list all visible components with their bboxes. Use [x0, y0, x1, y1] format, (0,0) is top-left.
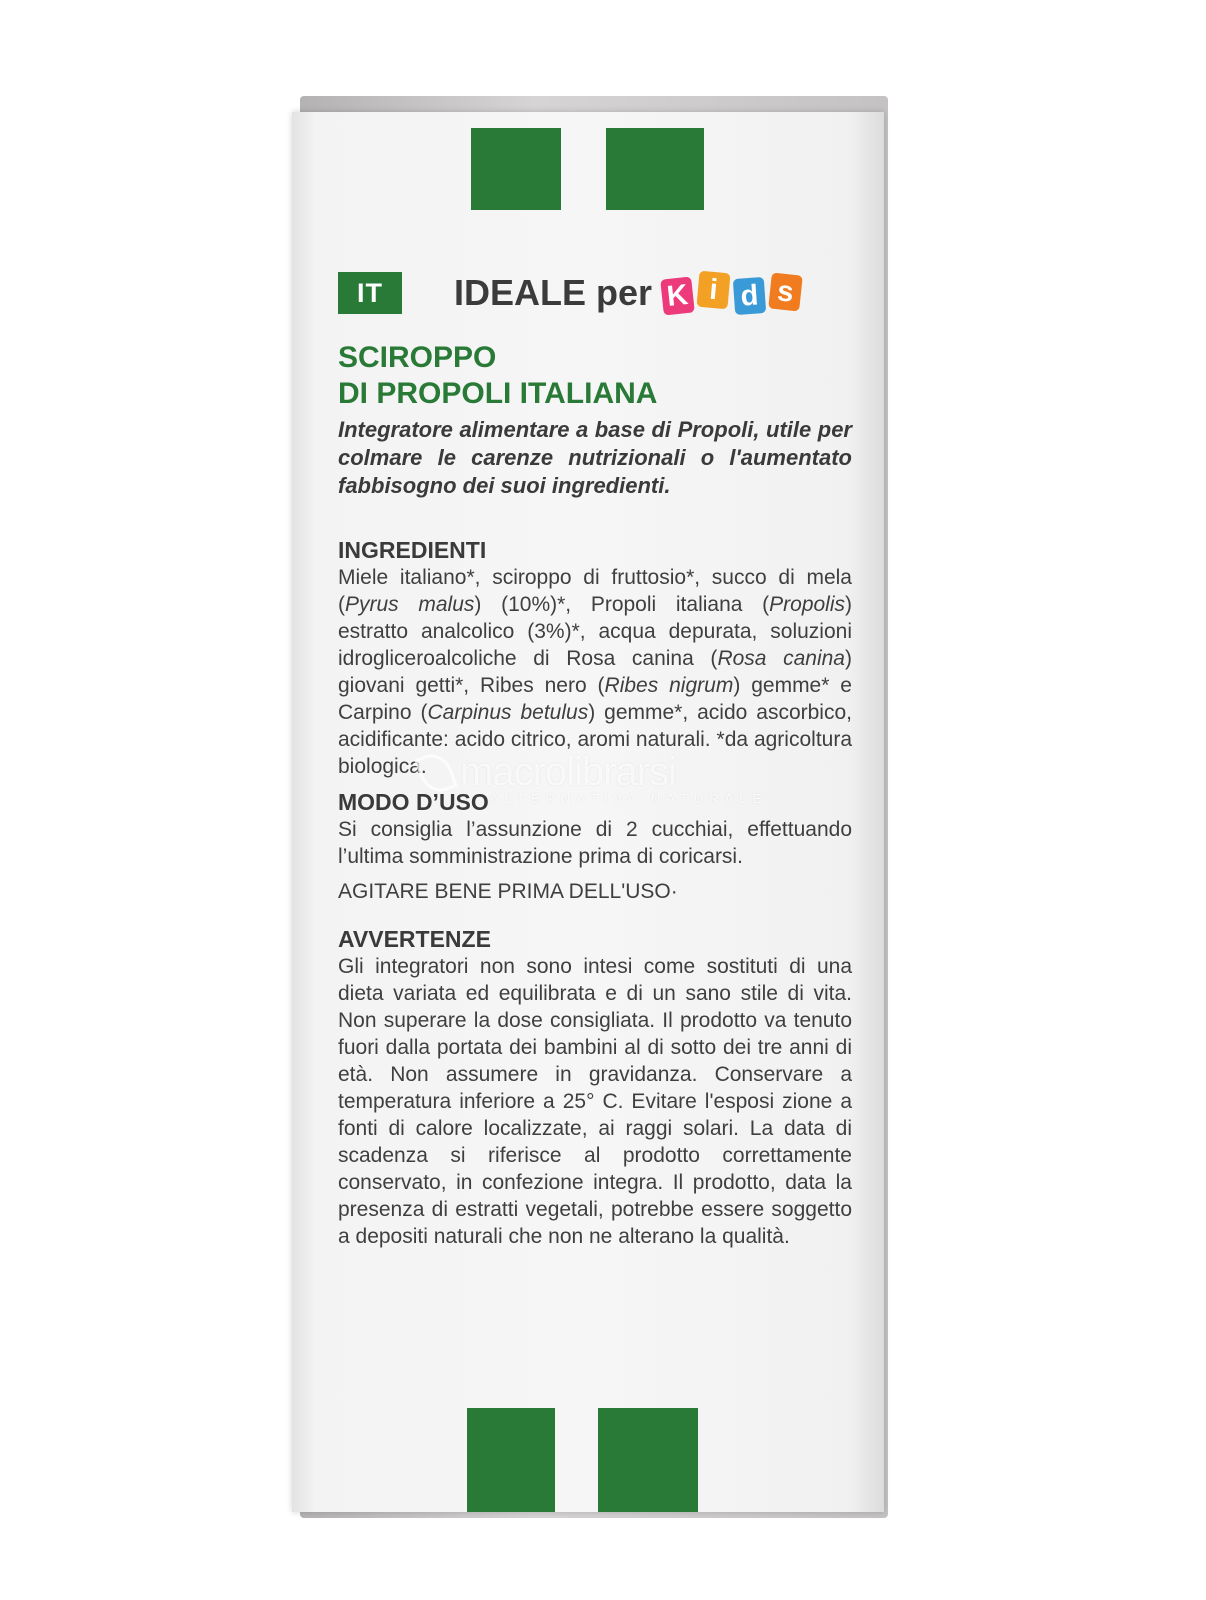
- ingredients-part: ) (10%)*, Propoli italiana (: [474, 593, 770, 616]
- header-row: [338, 268, 852, 318]
- product-title: [338, 340, 852, 412]
- ingredients-latin-name: Rosa canina: [717, 647, 845, 670]
- watermark-tagline: ALTERNATIVA NATURALE: [490, 791, 768, 806]
- warnings-heading: AVVERTENZE: [338, 926, 491, 952]
- usage-text: Si consiglia l’assunzione di 2 cucchiai, effettuando l’ultima somministrazione prima di coricarsi.: [338, 818, 852, 868]
- kids-logo: [662, 272, 806, 314]
- ingredients-part: Miele italiano*, sciroppo di fruttosio*, succo di mela (: [338, 566, 852, 616]
- ingredients-part: ) gemme* e Carpino (: [338, 674, 852, 724]
- ingredients-text: [338, 564, 852, 780]
- leaf-icon: [414, 748, 458, 797]
- box-side-panel: [292, 112, 884, 1512]
- kids-logo-letter: i: [697, 271, 731, 310]
- ingredients-latin-name: Carpinus betulus: [427, 701, 589, 724]
- ingredients-heading: INGREDIENTI: [338, 537, 487, 563]
- product-description: Integratore alimentare a base di Propoli, utile per colmare le carenze nutrizionali o l'aumentato fabbisogno dei suoi ingredienti.: [338, 417, 852, 498]
- watermark-name: [420, 750, 767, 795]
- shake-note: AGITARE BENE PRIMA DELL'USO·: [338, 880, 678, 903]
- ingredients-part: ) estratto analcolico (3%)*, acqua depurata, soluzioni idrogliceroalcoliche di Rosa canina (: [338, 593, 853, 670]
- product-title-line2: DI PROPOLI ITALIANA: [338, 377, 658, 410]
- ingredients-latin-name: Pyrus malus: [345, 593, 475, 616]
- warnings-text: Gli integratori non sono intesi come sostituti di una dieta variata ed equilibrata e di un sano stile di vita. Non superare la dose consigliata. Il prodotto va tenuto fuori dalla portata dei bambini al di sotto dei tre anni di età. Non assumere in gravidanza. Conservare a temperatura inferiore a 25° C. Evitare l'esposi zione a fonti di calore localizzate, ai raggi solari. La data di scadenza si riferisce al prodotto correttamente conservato, in confezione integra. Il prodotto, data la presenza di estratti vegetali, potrebbe essere soggetto a depositi naturali che non ne alterano la qualità.: [338, 955, 852, 1248]
- kids-logo-letter: d: [733, 277, 766, 315]
- watermark: [420, 750, 767, 806]
- kids-logo-letter: K: [660, 276, 695, 315]
- green-band-top-left: [471, 128, 561, 210]
- usage-heading: MODO D’USO: [338, 789, 489, 815]
- ingredients-latin-name: Propolis: [769, 593, 846, 616]
- green-band-bottom-right: [598, 1408, 698, 1512]
- ideal-for-text: IDEALE per: [454, 272, 653, 313]
- green-band-top-right: [606, 128, 704, 210]
- kids-logo-letter: s: [768, 272, 803, 311]
- product-title-line1: SCIROPPO: [338, 341, 497, 374]
- language-badge: IT: [338, 272, 402, 314]
- ingredients-latin-name: Ribes nigrum: [604, 674, 734, 697]
- ingredients-part: ) giovani getti*, Ribes nero (: [338, 647, 852, 697]
- watermark-brand: macrolibrarsi: [460, 750, 676, 794]
- ingredients-part: ) gemme*, acido ascorbico, acidificante: acido citrico, aromi naturali. *da agricoltura biologica.: [338, 701, 852, 778]
- green-band-bottom-left: [467, 1408, 555, 1512]
